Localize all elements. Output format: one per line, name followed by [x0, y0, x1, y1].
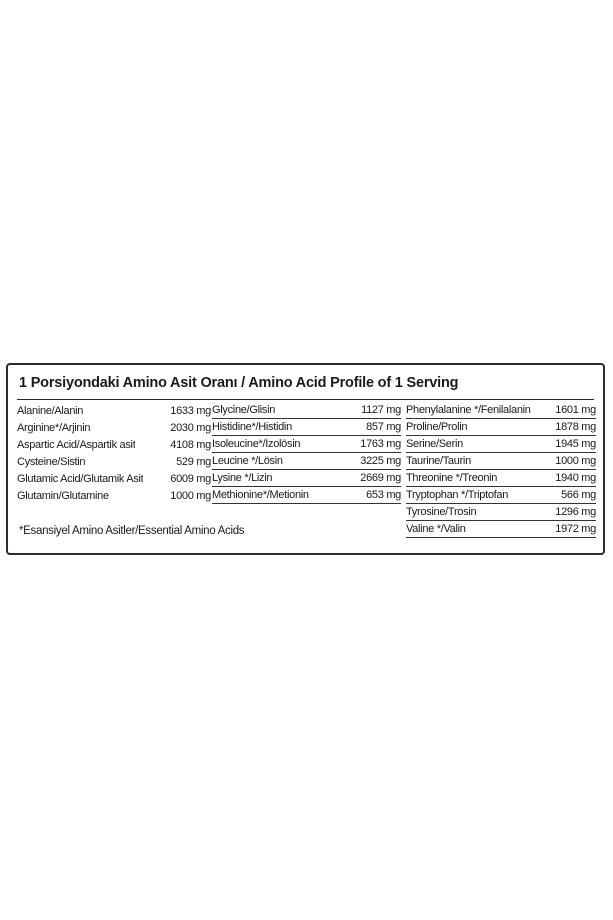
amino-row: [212, 402, 401, 419]
amino-column-2: [212, 402, 401, 504]
amino-name: Serine/Serin: [406, 438, 463, 450]
amino-column-3: [406, 402, 596, 538]
amino-name: Taurine/Taurin: [406, 455, 471, 467]
amino-row: [406, 402, 596, 419]
amino-row: [406, 453, 596, 470]
amino-value: 1940 mg: [555, 472, 596, 484]
amino-name: Lysine */Lizin: [212, 472, 273, 484]
amino-row: [212, 453, 401, 470]
amino-name: Valine */Valin: [406, 523, 466, 535]
amino-row: [17, 453, 211, 470]
amino-name: Proline/Prolin: [406, 421, 468, 433]
amino-row: [212, 436, 401, 453]
amino-row: [17, 419, 211, 436]
amino-row: [212, 470, 401, 487]
amino-name: Glutamic Acid/Glutamik Asit: [17, 472, 144, 485]
amino-row: [406, 521, 596, 538]
amino-value: 857 mg: [366, 421, 401, 433]
amino-name: Isoleucine*/İzolösin: [212, 438, 301, 450]
amino-name: Glutamin/Glutamine: [17, 489, 109, 502]
amino-value: 1601 mg: [555, 404, 596, 416]
amino-value: 1296 mg: [555, 506, 596, 518]
amino-value: 1878 mg: [555, 421, 596, 433]
amino-value: 1972 mg: [555, 523, 596, 535]
amino-name: Histidine*/Histidin: [212, 421, 292, 433]
amino-value: 3225 mg: [360, 455, 401, 467]
amino-value: 529 mg: [176, 455, 211, 468]
amino-value: 1763 mg: [360, 438, 401, 450]
amino-value: 1633 mg: [170, 404, 211, 417]
amino-value: 6009 mg: [170, 472, 211, 485]
amino-name: Cysteine/Sistin: [17, 455, 86, 468]
amino-name: Tryptophan */Triptofan: [406, 489, 509, 501]
amino-value: 1945 mg: [555, 438, 596, 450]
amino-value: 2669 mg: [360, 472, 401, 484]
amino-name: Alanine/Alanin: [17, 404, 84, 417]
essential-footnote: *Esansiyel Amino Asitler/Essential Amino Acids: [19, 525, 245, 537]
amino-row: [406, 419, 596, 436]
amino-name: Threonine */Treonin: [406, 472, 498, 484]
amino-row: [17, 470, 211, 487]
amino-name: Methionine*/Metionin: [212, 489, 309, 501]
amino-name: Glycine/Glisin: [212, 404, 276, 416]
amino-row: [17, 402, 211, 419]
amino-column-1: [17, 402, 211, 504]
amino-value: 1000 mg: [555, 455, 596, 467]
amino-row: [406, 504, 596, 521]
panel-title: 1 Porsiyondaki Amino Asit Oranı / Amino Acid Profile of 1 Serving: [19, 375, 459, 391]
amino-name: Phenylalanine */Fenilalanin: [406, 404, 531, 416]
amino-name: Leucine */Lösin: [212, 455, 283, 467]
amino-row: [406, 436, 596, 453]
amino-value: 653 mg: [366, 489, 401, 501]
amino-row: [17, 436, 211, 453]
amino-name: Tyrosine/Trosin: [406, 506, 477, 518]
amino-row: [406, 470, 596, 487]
amino-acid-panel: [6, 363, 605, 555]
amino-row: [17, 487, 211, 504]
title-divider: [17, 399, 594, 400]
amino-value: 1000 mg: [170, 489, 211, 502]
amino-value: 2030 mg: [170, 421, 211, 434]
amino-name: Aspartic Acid/Aspartik asit: [17, 438, 136, 451]
amino-value: 4108 mg: [170, 438, 211, 451]
amino-row: [406, 487, 596, 504]
amino-name: Arginine*/Arjinin: [17, 421, 91, 434]
amino-row: [212, 487, 401, 504]
amino-value: 1127 mg: [361, 404, 401, 416]
amino-value: 566 mg: [561, 489, 596, 501]
amino-row: [212, 419, 401, 436]
